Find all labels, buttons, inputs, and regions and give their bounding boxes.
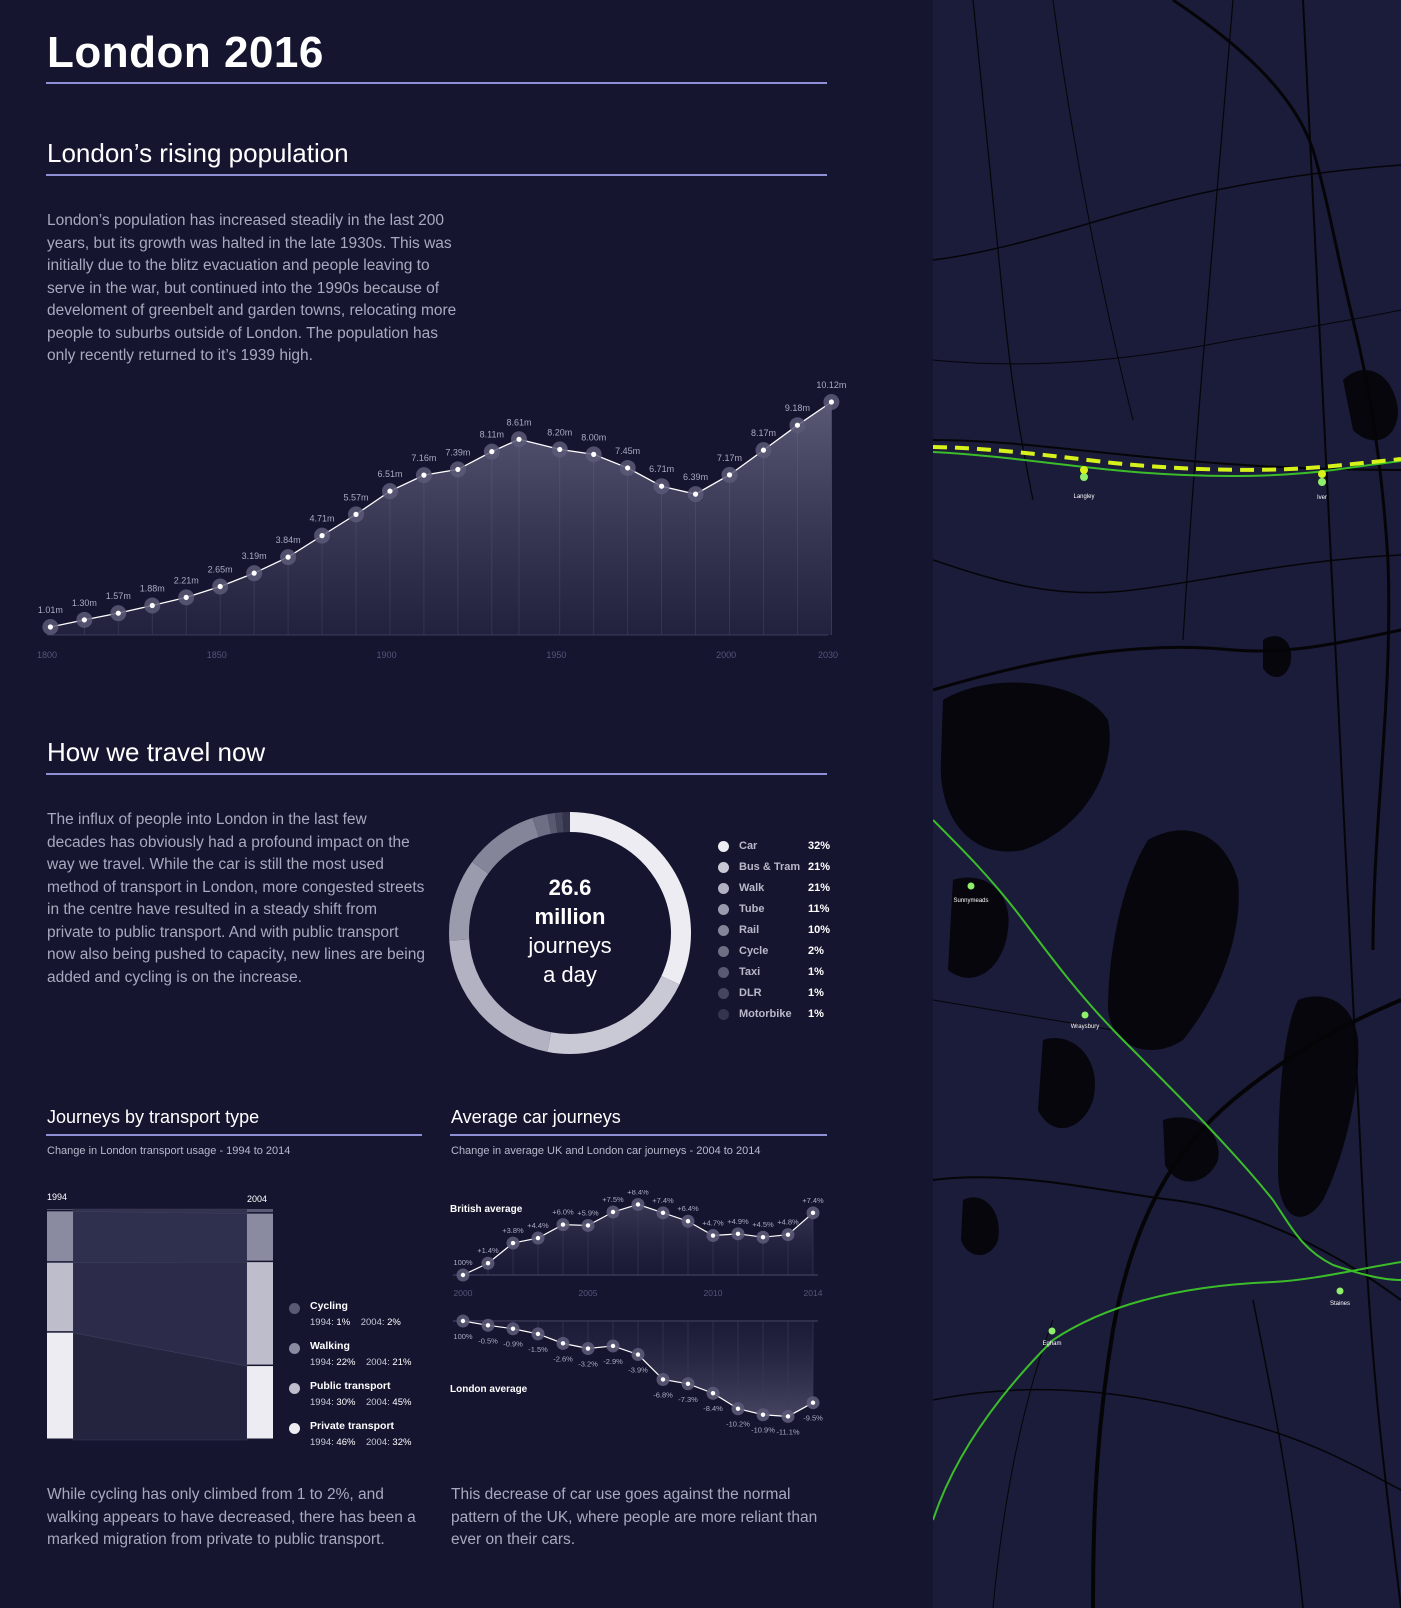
- london-value-label: -0.9%: [503, 1339, 523, 1349]
- stack-bar-2004: [247, 1262, 273, 1364]
- legend-dot: [718, 904, 729, 915]
- british-value-label: +4.7%: [702, 1218, 724, 1228]
- london-value-label: -6.8%: [653, 1390, 673, 1400]
- legend-values: [310, 1397, 411, 1408]
- population-x-tick: 1850: [206, 650, 227, 660]
- london-point: [461, 1319, 465, 1323]
- population-value-label: 1.88m: [139, 583, 165, 594]
- legend-dot: [289, 1383, 300, 1394]
- legend-value: 11%: [808, 903, 830, 915]
- legend-dot: [718, 883, 729, 894]
- donut-legend-row: [718, 1006, 838, 1027]
- population-point: [795, 423, 800, 428]
- population-point: [591, 452, 596, 457]
- population-point: [421, 473, 426, 478]
- population-chart: [0, 340, 860, 670]
- london-point: [511, 1327, 515, 1331]
- population-point: [48, 624, 53, 629]
- station-label-sunnymeads: Sunnymeads: [953, 898, 989, 904]
- stack-bar-1994: [47, 1263, 73, 1332]
- population-point: [727, 472, 732, 477]
- population-point: [387, 489, 392, 494]
- legend-label: Private transport: [310, 1420, 395, 1432]
- legend-prefix-1994: 1994:: [310, 1357, 337, 1368]
- london-point: [536, 1332, 540, 1336]
- legend-prefix-2004: 2004:: [355, 1357, 393, 1368]
- population-x-tick: 1800: [36, 650, 58, 660]
- london-point: [686, 1382, 690, 1386]
- population-point: [285, 555, 290, 560]
- donut-legend-row: [718, 880, 838, 901]
- british-point: [636, 1202, 640, 1206]
- legend-value-2004: 21%: [392, 1357, 412, 1368]
- population-value-label: 3.84m: [275, 535, 301, 546]
- map[interactable]: [933, 0, 1401, 1608]
- donut-center-number: 26.6: [548, 875, 592, 900]
- population-value-label: 8.00m: [581, 432, 607, 443]
- legend-label: Walking: [310, 1340, 350, 1352]
- legend-value: 10%: [808, 924, 831, 936]
- population-point: [557, 447, 562, 452]
- population-value-label: 5.57m: [343, 492, 369, 503]
- legend-value: 1%: [808, 1008, 824, 1020]
- british-value-label: +7.4%: [802, 1195, 824, 1205]
- legend-value: 32%: [808, 840, 831, 852]
- population-point: [252, 571, 257, 576]
- travel-text: The influx of people into London in the last few decades has obviously had a profound impact on the way we travel. While the car is still the most used method of transport in London, more congested streets in the centre have resulted in a steady shift from private to public transport. And with public transport now also being pushed to capacity, new lines are being added and cycling is on the increase.: [47, 811, 425, 986]
- legend-value-1994: 46%: [336, 1437, 356, 1448]
- legend-values: [310, 1357, 411, 1368]
- population-value-label: 2.65m: [207, 564, 233, 575]
- british-average-label: British average: [450, 1204, 523, 1215]
- donut-slice: [549, 823, 556, 824]
- legend-prefix-1994: 1994:: [310, 1317, 337, 1328]
- british-value-label: +3.8%: [502, 1226, 524, 1236]
- car-rule: [450, 1134, 827, 1136]
- british-point: [711, 1233, 715, 1237]
- population-heading: London’s rising population: [47, 138, 349, 168]
- population-point: [659, 484, 664, 489]
- population-point: [829, 399, 834, 404]
- london-point: [611, 1344, 615, 1348]
- population-area: [50, 402, 831, 635]
- population-point: [455, 467, 460, 472]
- population-value-label: 1.57m: [105, 591, 131, 602]
- british-point: [486, 1261, 490, 1265]
- population-value-label: 2.21m: [173, 575, 199, 586]
- legend-prefix-2004: 2004:: [355, 1397, 393, 1408]
- title-rule: [46, 82, 827, 84]
- station-marker: [1337, 1288, 1344, 1295]
- donut-center-label: [468, 873, 672, 989]
- population-point: [625, 465, 630, 470]
- london-value-label: 100%: [453, 1332, 473, 1341]
- population-value-label: 7.16m: [411, 453, 437, 464]
- legend-dot: [718, 967, 729, 978]
- population-point: [516, 437, 521, 442]
- population-value-label: 8.61m: [506, 417, 532, 428]
- station-marker: [968, 883, 975, 890]
- population-point: [489, 449, 494, 454]
- station-label-egham: Egham: [1042, 1341, 1062, 1347]
- legend-value-2004: 2%: [387, 1317, 401, 1328]
- stack-flow-band: [73, 1211, 247, 1262]
- travel-rule: [46, 773, 827, 775]
- legend-label: Cycle: [739, 945, 769, 957]
- london-point: [811, 1401, 815, 1405]
- british-point: [661, 1211, 665, 1215]
- car-text: This decrease of car use goes against the normal pattern of the UK, where people are more reliant than ever on their cars.: [451, 1486, 818, 1548]
- legend-label: Public transport: [310, 1380, 391, 1392]
- legend-value-1994: 1%: [336, 1317, 351, 1328]
- station-label-wraysbury: Wraysbury: [1070, 1024, 1100, 1030]
- british-value-label: +4.8%: [777, 1217, 799, 1227]
- stacked-transport-chart: [0, 1185, 290, 1455]
- stack-bar-2004: [247, 1209, 273, 1212]
- stack-year-label: 1994: [47, 1192, 68, 1202]
- population-value-label: 3.19m: [241, 551, 267, 562]
- population-value-label: 9.18m: [784, 403, 810, 414]
- population-value-label: 7.17m: [717, 452, 743, 463]
- legend-value-1994: 30%: [336, 1397, 356, 1408]
- station-marker: [1318, 470, 1326, 478]
- stack-year-label: 2004: [247, 1194, 268, 1204]
- page-title: London 2016: [47, 28, 324, 77]
- legend-prefix-1994: 1994:: [310, 1397, 337, 1408]
- british-point: [561, 1222, 565, 1226]
- population-value-label: 7.45m: [615, 445, 641, 456]
- population-point: [218, 584, 223, 589]
- car-x-tick: 2000: [453, 1288, 473, 1298]
- legend-value-1994: 22%: [336, 1357, 356, 1368]
- london-point: [586, 1346, 590, 1350]
- british-value-label: +4.9%: [727, 1216, 749, 1226]
- journeys-rule: [46, 1134, 422, 1136]
- population-value-label: 6.39m: [683, 472, 709, 483]
- british-value-label: +7.5%: [602, 1195, 624, 1204]
- legend-dot: [718, 925, 729, 936]
- population-x-tick: 1900: [376, 650, 397, 660]
- british-point: [761, 1235, 765, 1239]
- legend-value: 1%: [808, 987, 824, 999]
- british-point: [611, 1210, 615, 1214]
- legend-label: DLR: [739, 987, 762, 999]
- london-point: [661, 1377, 665, 1381]
- donut-legend-row: [718, 943, 838, 964]
- stack-bar-1994: [47, 1209, 73, 1210]
- car-subtitle: Change in average UK and London car journeys - 2004 to 2014: [451, 1145, 761, 1157]
- car-heading: Average car journeys: [451, 1107, 621, 1127]
- stack-bar-1994: [47, 1211, 73, 1261]
- british-point: [736, 1232, 740, 1236]
- donut-slice: [536, 824, 550, 827]
- london-average-label: London average: [450, 1384, 528, 1395]
- travel-heading: How we travel now: [47, 737, 266, 767]
- london-value-label: -3.9%: [628, 1365, 648, 1375]
- british-value-label: +6.0%: [552, 1207, 574, 1217]
- donut-legend-row: [718, 985, 838, 1006]
- station-label-langley: Langley: [1073, 494, 1095, 500]
- stack-bar-2004: [247, 1366, 273, 1438]
- legend-dot: [289, 1303, 300, 1314]
- donut-slice: [480, 827, 536, 867]
- legend-dot: [718, 862, 729, 873]
- donut-legend-row: [718, 922, 838, 943]
- population-value-label: 8.11m: [479, 429, 505, 440]
- population-value-label: 8.17m: [750, 428, 776, 439]
- station-label-iver: Iver: [1316, 495, 1328, 501]
- london-point: [486, 1323, 490, 1327]
- station-marker: [1080, 466, 1088, 474]
- journeys-heading: Journeys by transport type: [47, 1107, 260, 1127]
- british-point: [511, 1241, 515, 1245]
- legend-label: Car: [739, 840, 758, 852]
- london-point: [711, 1391, 715, 1395]
- london-value-label: -2.6%: [553, 1354, 573, 1364]
- donut-center-word: a day: [543, 962, 597, 987]
- journeys-text: While cycling has only climbed from 1 to 2%, and walking appears to have decreased, there has been a marked migration from private to public transport.: [47, 1486, 416, 1548]
- legend-value: 21%: [808, 882, 831, 894]
- donut-legend-row: [718, 964, 838, 985]
- population-value-label: 6.51m: [377, 469, 403, 480]
- station-marker: [1082, 1012, 1089, 1019]
- population-point: [319, 533, 324, 538]
- legend-value: 21%: [808, 861, 831, 873]
- population-value-label: 7.39m: [445, 447, 471, 458]
- british-point: [461, 1273, 465, 1277]
- station-marker: [1318, 478, 1326, 486]
- stack-bar-1994: [47, 1333, 73, 1439]
- legend-prefix-2004: 2004:: [350, 1317, 388, 1328]
- london-value-label: -9.5%: [803, 1413, 823, 1423]
- donut-slice: [549, 980, 670, 1044]
- legend-label: Walk: [739, 882, 765, 894]
- london-point: [761, 1413, 765, 1417]
- british-value-label: +1.4%: [477, 1246, 499, 1256]
- station-marker: [1049, 1328, 1056, 1335]
- legend-values: [310, 1437, 411, 1448]
- legend-dot: [289, 1423, 300, 1434]
- population-value-label: 4.71m: [309, 513, 335, 524]
- car-x-tick: 2010: [703, 1288, 723, 1298]
- population-value-label: 8.20m: [547, 427, 573, 438]
- legend-label: Motorbike: [739, 1008, 792, 1020]
- london-value-label: -8.4%: [703, 1404, 723, 1414]
- car-journeys-chart: [440, 1190, 840, 1460]
- legend-values: [310, 1317, 401, 1328]
- donut-center-unit: million: [534, 904, 606, 929]
- london-value-label: -3.2%: [578, 1359, 598, 1369]
- legend-dot: [718, 841, 729, 852]
- legend-dot: [718, 988, 729, 999]
- british-point: [536, 1236, 540, 1240]
- london-value-label: -11.1%: [776, 1427, 800, 1437]
- population-point: [353, 512, 358, 517]
- legend-value-2004: 45%: [392, 1397, 412, 1408]
- population-point: [150, 603, 155, 608]
- british-value-label: +6.4%: [677, 1204, 699, 1214]
- population-rule: [46, 174, 827, 176]
- legend-label: Bus & Tram: [739, 861, 801, 873]
- british-point: [686, 1219, 690, 1223]
- london-value-label: -7.3%: [678, 1394, 698, 1404]
- legend-prefix-1994: 1994:: [310, 1437, 337, 1448]
- british-value-label: +4.5%: [752, 1220, 774, 1230]
- british-point: [811, 1211, 815, 1215]
- british-point: [586, 1223, 590, 1227]
- donut-legend-row: [718, 859, 838, 880]
- car-x-tick: 2014: [803, 1288, 823, 1298]
- legend-label: Tube: [739, 903, 765, 915]
- legend-prefix-2004: 2004:: [355, 1437, 393, 1448]
- legend-label: Taxi: [739, 966, 761, 978]
- british-value-label: +7.4%: [652, 1195, 674, 1205]
- legend-label: Cycling: [310, 1300, 348, 1312]
- legend-label: Rail: [739, 924, 760, 936]
- population-value-label: 1.30m: [71, 597, 97, 608]
- car-x-tick: 2005: [578, 1288, 598, 1298]
- population-value-label: 10.12m: [816, 380, 847, 390]
- stack-bar-2004: [247, 1214, 273, 1261]
- donut-legend-row: [718, 901, 838, 922]
- london-value-label: -1.5%: [528, 1344, 548, 1354]
- british-value-label: 100%: [453, 1258, 473, 1267]
- british-value-label: +4.4%: [527, 1221, 549, 1231]
- population-point: [82, 617, 87, 622]
- legend-dot: [718, 946, 729, 957]
- london-point: [736, 1407, 740, 1411]
- london-value-label: -10.2%: [726, 1419, 750, 1429]
- population-point: [184, 595, 189, 600]
- population-value-label: 6.71m: [649, 464, 675, 475]
- donut-slice: [556, 822, 563, 823]
- journeys-subtitle: Change in London transport usage - 1994 to 2014: [47, 1145, 291, 1157]
- london-point: [561, 1341, 565, 1345]
- british-point: [786, 1232, 790, 1236]
- legend-value: 2%: [808, 945, 824, 957]
- population-point: [693, 492, 698, 497]
- population-x-tick: 2000: [716, 650, 737, 660]
- donut-legend-row: [718, 838, 838, 859]
- legend-dot: [718, 1009, 729, 1020]
- population-x-tick: 2030: [817, 650, 839, 660]
- legend-dot: [289, 1343, 300, 1354]
- station-label-staines: Staines: [1329, 1301, 1351, 1307]
- british-value-label: +5.9%: [577, 1208, 599, 1218]
- population-value-label: 1.01m: [37, 605, 63, 615]
- london-point: [786, 1414, 790, 1418]
- station-marker: [1080, 473, 1088, 481]
- london-value-label: -0.5%: [478, 1336, 498, 1346]
- population-x-tick: 1950: [546, 650, 567, 660]
- donut-center-word: journeys: [528, 933, 612, 958]
- population-point: [116, 611, 121, 616]
- london-value-label: -10.9%: [751, 1425, 775, 1435]
- london-point: [636, 1352, 640, 1356]
- legend-value-2004: 32%: [392, 1437, 412, 1448]
- population-text: London’s population has increased steadily in the last 200 years, but its growth was halted in the late 1930s. This was initially due to the blitz evacuation and people leaving to serve in the war, but continued into the 1990s because of develoment of greenbelt and garden towns, relocating more people to suburbs outside of London. The population has only recently returned to it’s 1939 high.: [47, 212, 457, 364]
- london-value-label: -2.9%: [603, 1356, 623, 1366]
- legend-value: 1%: [808, 966, 824, 978]
- british-value-label: +8.4%: [627, 1190, 649, 1197]
- population-point: [761, 448, 766, 453]
